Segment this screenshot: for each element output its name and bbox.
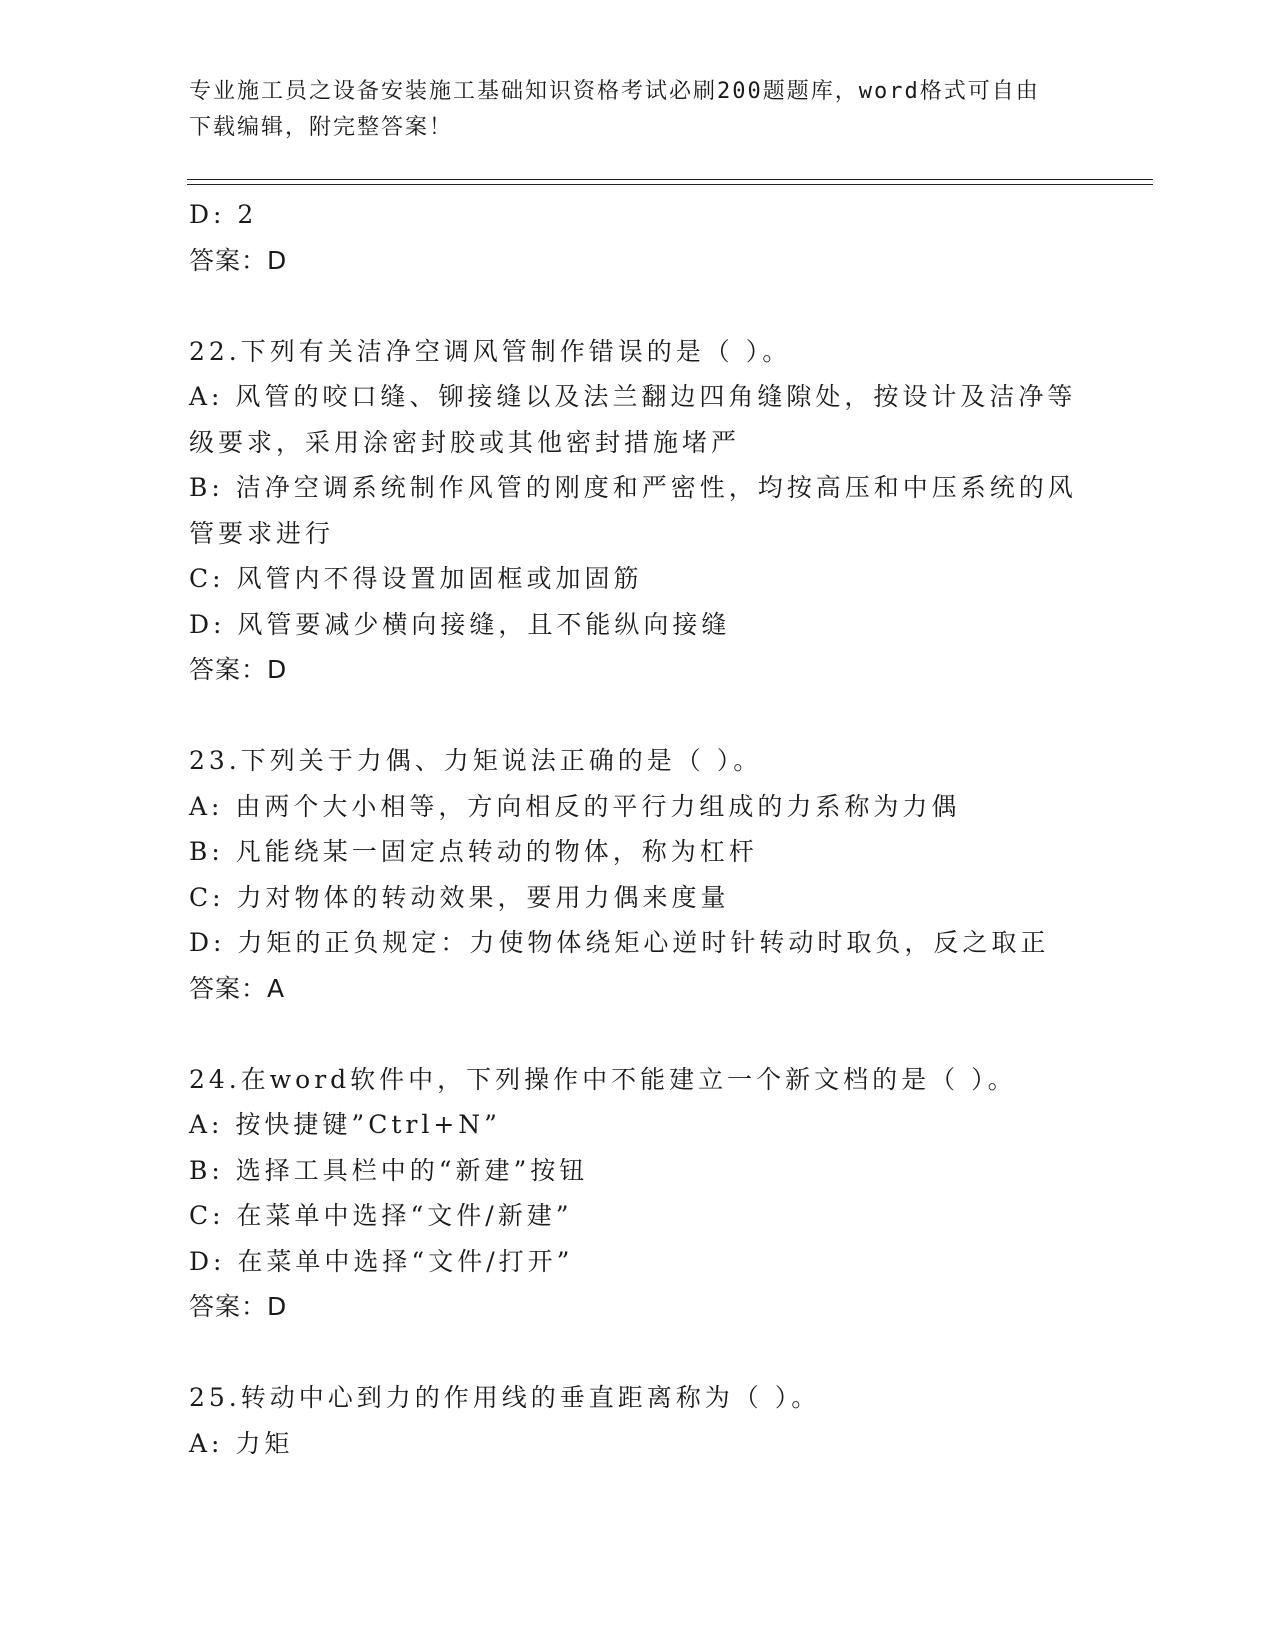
spacer — [189, 283, 1089, 329]
q23-option-d: D: 力矩的正负规定：力使物体绕矩心逆时针转动时取负，反之取正 — [189, 928, 1050, 957]
spacer — [189, 1330, 1089, 1376]
q22-option-b-cont: 管要求进行 — [189, 518, 335, 548]
q24-option-d: D: 在菜单中选择“文件/打开” — [189, 1246, 574, 1276]
q24-stem: 24.在word软件中，下列操作中不能建立一个新文档的是（ ）。 — [189, 1064, 1017, 1094]
header-line-2: 下载编辑，附完整答案！ — [189, 115, 454, 140]
q22-option-a-cont: 级要求，采用涂密封胶或其他密封措施堵严 — [189, 427, 741, 457]
header-divider-top — [187, 179, 1153, 180]
prev-option-d: D: 2 — [189, 200, 258, 229]
q24-option-b: B: 选择工具栏中的“新建”按钮 — [189, 1155, 589, 1185]
q23-answer: 答案：A — [189, 973, 286, 1003]
header-divider-bottom — [187, 184, 1153, 185]
q23-stem: 23.下列关于力偶、力矩说法正确的是（ ）。 — [189, 746, 763, 775]
q22-option-a: A: 风管的咬口缝、铆接缝以及法兰翻边四角缝隙处，按设计及洁净等 — [189, 382, 1077, 411]
prev-answer: 答案：D — [189, 245, 288, 275]
document-header — [189, 74, 1069, 146]
q23-option-a: A: 由两个大小相等，方向相反的平行力组成的力系称为力偶 — [189, 791, 961, 821]
q25-option-a: A: 力矩 — [189, 1428, 294, 1458]
q23-option-c: C: 力对物体的转动效果，要用力偶来度量 — [189, 882, 730, 912]
q25-stem: 25.转动中心到力的作用线的垂直距离称为（ ）。 — [189, 1383, 821, 1412]
q24-option-a: A: 按快捷键”Ctrl+N” — [189, 1110, 501, 1139]
q22-stem: 22.下列有关洁净空调风管制作错误的是（ ）。 — [189, 336, 792, 366]
q22-option-b: B: 洁净空调系统制作风管的刚度和严密性，均按高压和中压系统的风 — [189, 473, 1077, 502]
spacer — [189, 693, 1089, 739]
q23-option-b: B: 凡能绕某一固定点转动的物体，称为杠杆 — [189, 837, 758, 866]
q24-option-c: C: 在菜单中选择“文件/新建” — [189, 1201, 573, 1230]
q22-option-d: D: 风管要减少横向接缝，且不能纵向接缝 — [189, 609, 731, 639]
q22-option-c: C: 风管内不得设置加固框或加固筋 — [189, 564, 643, 593]
spacer — [189, 1011, 1089, 1057]
header-line-1: 专业施工员之设备安装施工基础知识资格考试必刷200题题库，word格式可自由 — [189, 79, 1040, 104]
question-list — [189, 192, 1089, 1466]
q24-answer: 答案：D — [189, 1292, 288, 1321]
q22-answer: 答案：D — [189, 655, 288, 684]
